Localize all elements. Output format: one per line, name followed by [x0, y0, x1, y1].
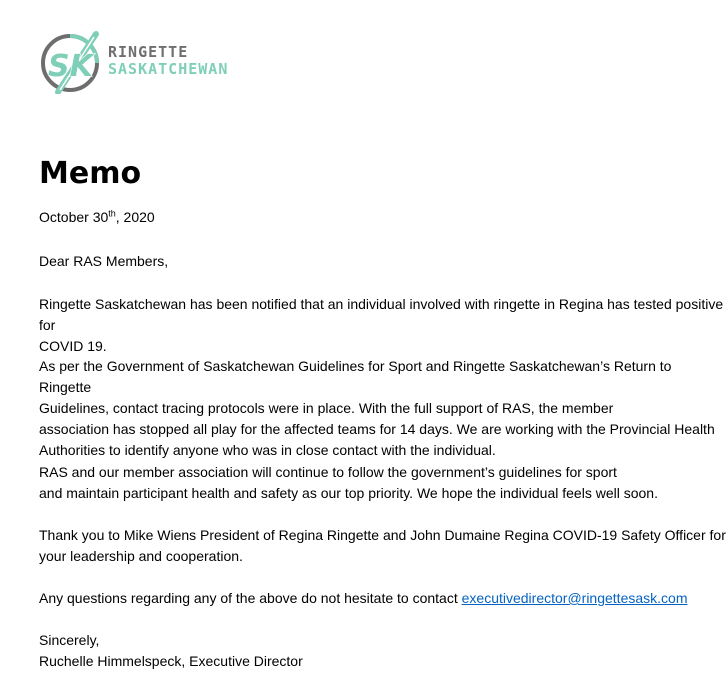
logo-line-ringette: RINGETTE [108, 43, 189, 61]
salutation: Dear RAS Members, [39, 253, 169, 269]
logo-mark-letters: SK [48, 49, 93, 84]
ringette-saskatchewan-logo [40, 30, 260, 94]
logo-wordmark [108, 44, 228, 78]
para2-line4: Authorities to identify anyone who was in close contact with the individual. [39, 442, 496, 458]
para4-line1: Thank you to Mike Wiens President of Regina Ringette and John Dumaine Regina COVID-19 Safety Officer for [39, 527, 726, 543]
sk-logo-icon [40, 30, 106, 94]
paragraph-safety [39, 462, 658, 504]
paragraph-notification [39, 294, 726, 357]
para2-line1: As per the Government of Saskatchewan Guidelines for Sport and Ringette Saskatchewan’s Return to Ringette [39, 358, 672, 395]
para2-line2: Guidelines, contact tracing protocols were in place. With the full support of RAS, the member [39, 400, 614, 416]
date-year: , 2020 [115, 209, 155, 225]
para1-line2: COVID 19. [39, 338, 107, 354]
signature: Ruchelle Himmelspeck, Executive Director [39, 653, 303, 669]
paragraph-thanks [39, 525, 726, 567]
para2-line3: association has stopped all play for the affected teams for 14 days. We are working with the Provincial Health [39, 421, 715, 437]
para3-line2: and maintain participant health and safety as our top priority. We hope the individual feels well soon. [39, 485, 658, 501]
questions-text: Any questions regarding any of the above do not hesitate to contact [39, 590, 462, 606]
logo-line-saskatchewan: SASKATCHEWAN [108, 60, 229, 78]
closing: Sincerely, [39, 632, 100, 648]
date-suffix: th [108, 208, 116, 219]
para4-line2: your leadership and cooperation. [39, 548, 243, 564]
sign-off [39, 630, 303, 672]
para3-line1: RAS and our member association will continue to follow the government’s guidelines for sport [39, 464, 617, 480]
executive-director-email-link[interactable]: executivedirector@ringettesask.com [461, 590, 688, 606]
paragraph-questions [39, 588, 687, 609]
para1-line1: Ringette Saskatchewan has been notified that an individual involved with ringette in Regina has tested positive for [39, 296, 724, 333]
date-main: October 30 [39, 209, 109, 225]
paragraph-guidelines [39, 356, 726, 461]
memo-date [39, 207, 155, 228]
memo-title: Memo [39, 156, 142, 191]
